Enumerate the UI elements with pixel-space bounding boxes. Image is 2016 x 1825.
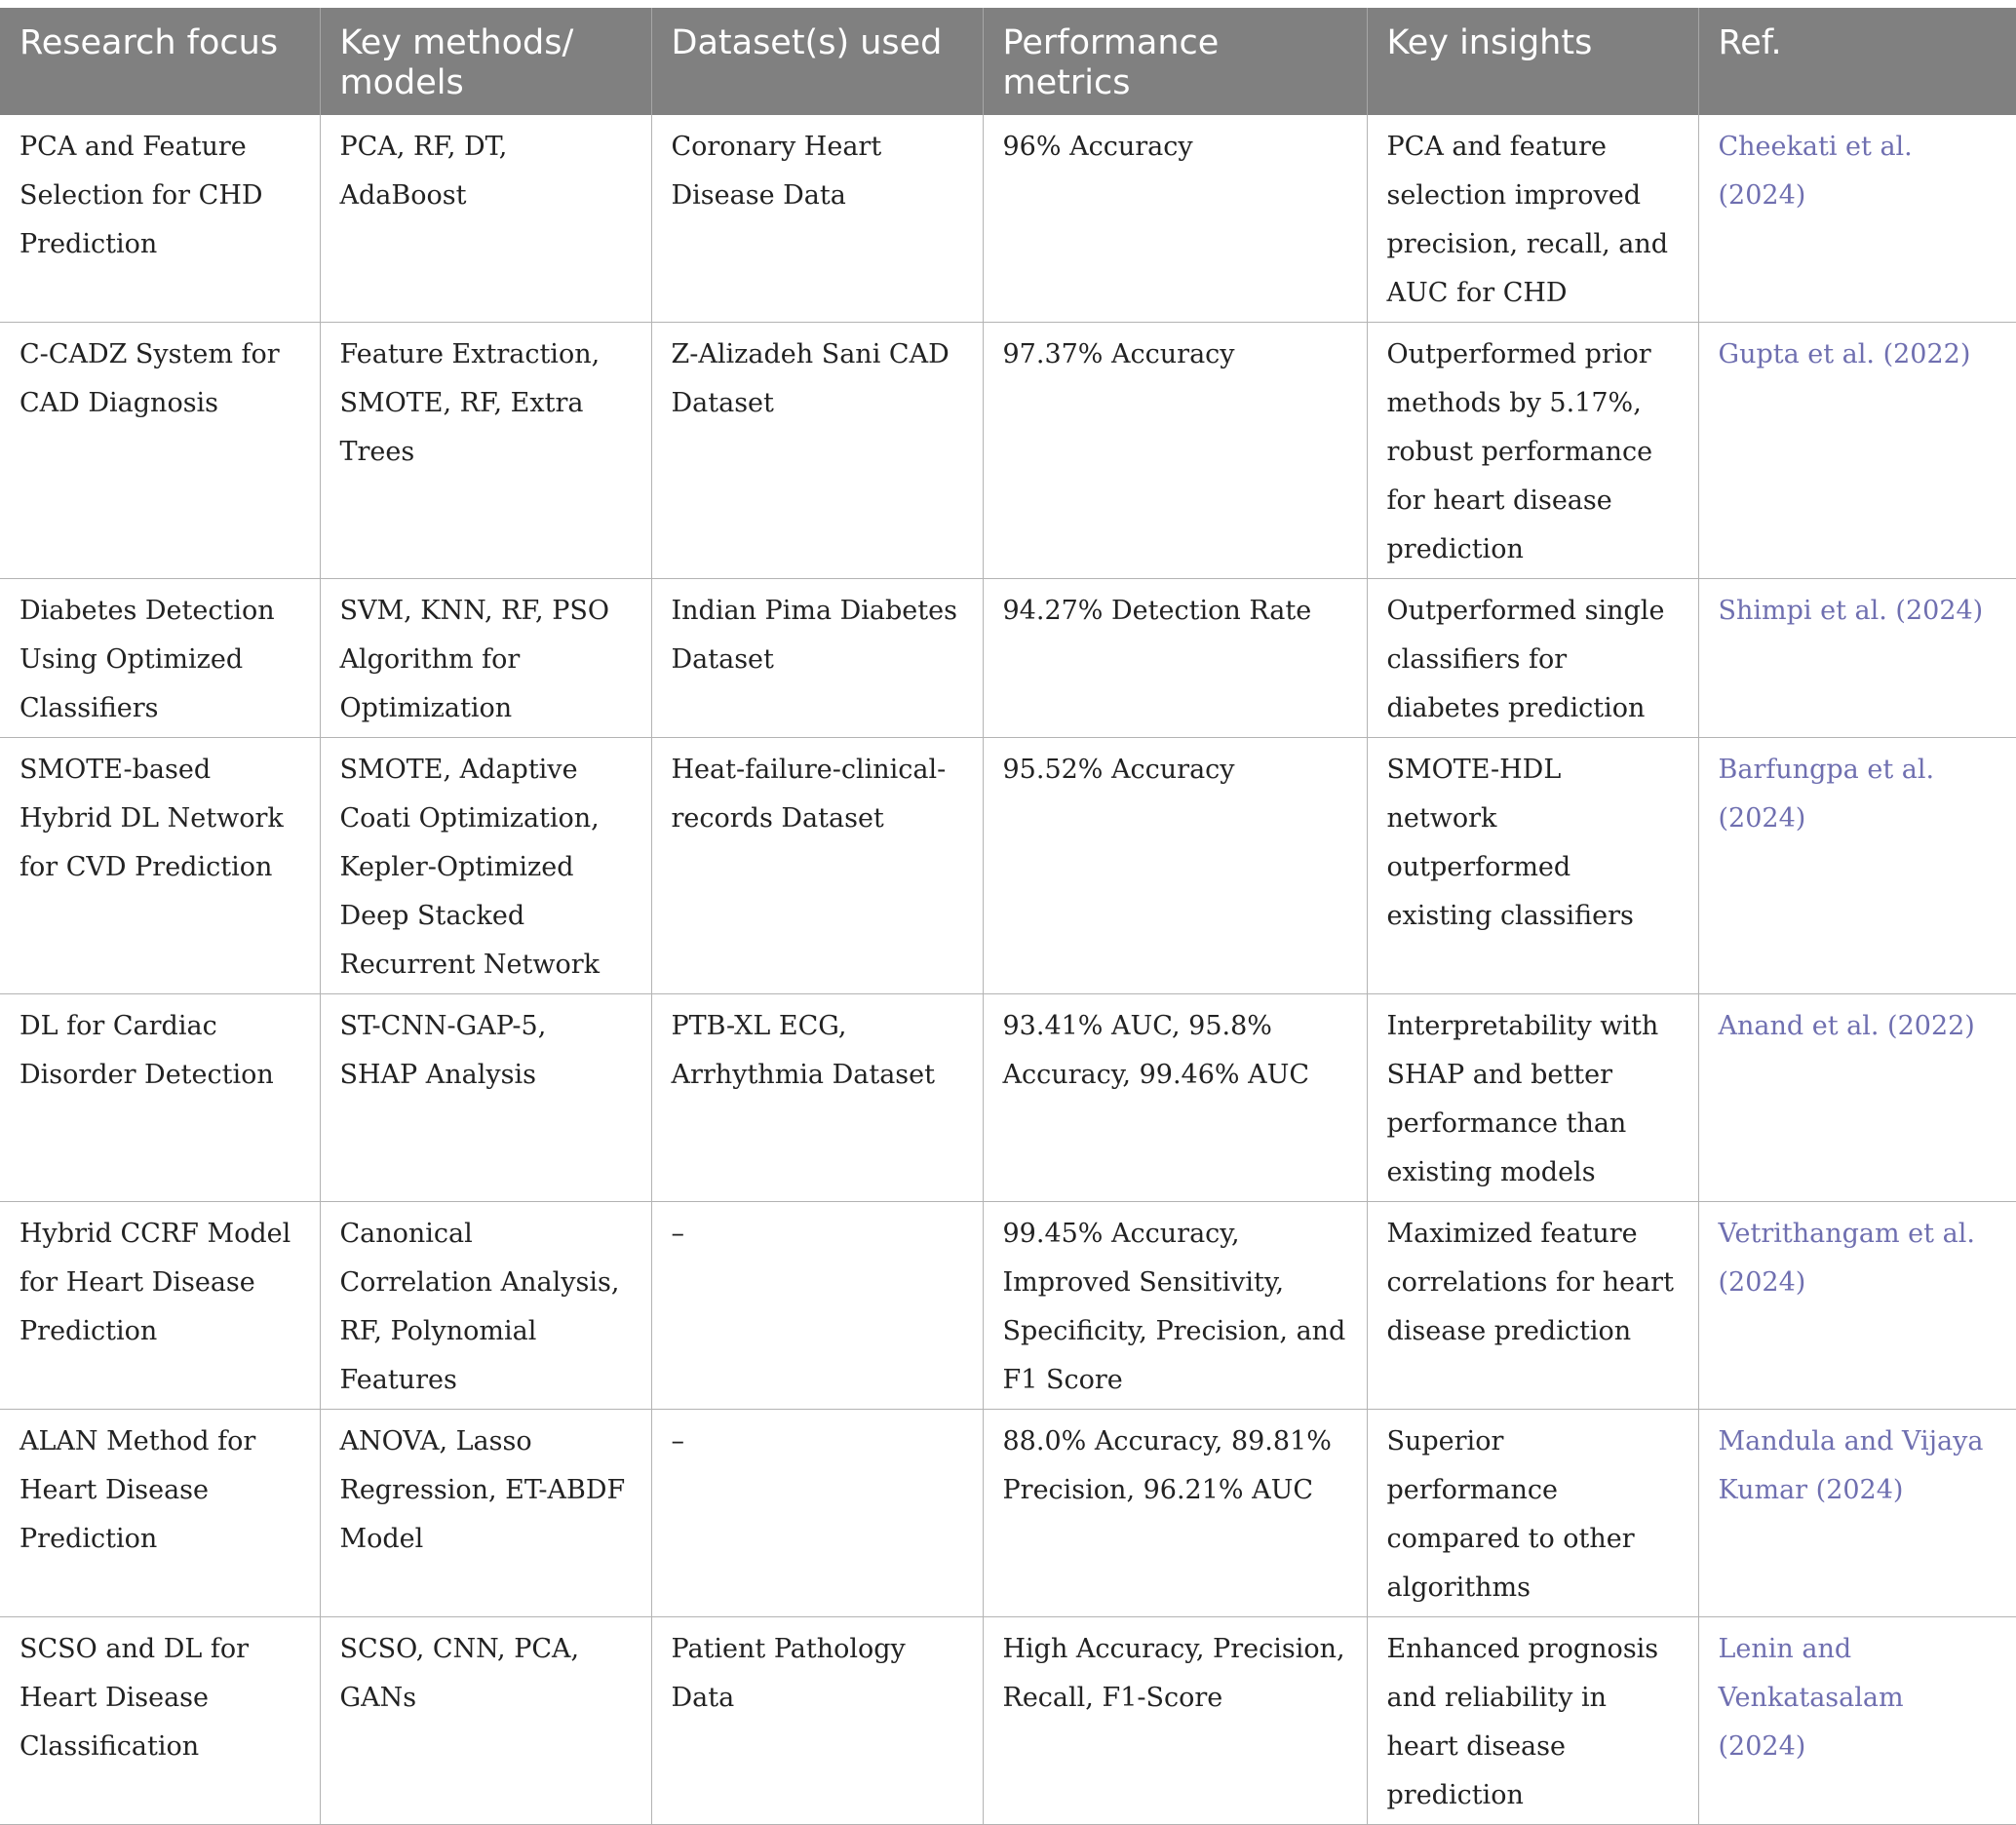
header-performance-metrics: Performance metrics [983, 8, 1367, 115]
table-row [0, 1617, 2016, 1825]
table-row [0, 323, 2016, 579]
cell-key-insights: Outperformed prior methods by 5.17%, robust performance for heart disease prediction [1367, 323, 1698, 579]
table-row [0, 579, 2016, 738]
cell-reference-link[interactable]: Shimpi et al. (2024) [1698, 579, 2016, 738]
cell-datasets-used: – [651, 1202, 983, 1410]
cell-performance-metrics: 99.45% Accuracy, Improved Sensitivity, Specificity, Precision, and F1 Score [983, 1202, 1367, 1410]
table-row [0, 1202, 2016, 1410]
cell-key-methods: ANOVA, Lasso Regression, ET-ABDF Model [320, 1410, 651, 1617]
cell-reference-link[interactable]: Vetrithangam et al. (2024) [1698, 1202, 2016, 1410]
header-row [0, 8, 2016, 115]
cell-key-methods: ST-CNN-GAP-5, SHAP Analysis [320, 994, 651, 1202]
cell-performance-metrics: 95.52% Accuracy [983, 738, 1367, 994]
cell-datasets-used: – [651, 1410, 983, 1617]
table-body [0, 115, 2016, 1825]
cell-key-methods: SCSO, CNN, PCA, GANs [320, 1617, 651, 1825]
cell-key-insights: PCA and feature selection improved precision, recall, and AUC for CHD [1367, 115, 1698, 323]
cell-research-focus: PCA and Feature Selection for CHD Prediction [0, 115, 320, 323]
cell-reference-link[interactable]: Lenin and Venkatasalam (2024) [1698, 1617, 2016, 1825]
cell-key-insights: Outperformed single classifiers for diabetes prediction [1367, 579, 1698, 738]
table-row [0, 994, 2016, 1202]
cell-research-focus: DL for Cardiac Disorder Detection [0, 994, 320, 1202]
cell-datasets-used: Indian Pima Diabetes Dataset [651, 579, 983, 738]
table-row [0, 738, 2016, 994]
cell-datasets-used: Heat-failure-clinical-records Dataset [651, 738, 983, 994]
cell-performance-metrics: High Accuracy, Precision, Recall, F1-Score [983, 1617, 1367, 1825]
cell-datasets-used: Patient Pathology Data [651, 1617, 983, 1825]
header-datasets-used: Dataset(s) used [651, 8, 983, 115]
header-key-insights: Key insights [1367, 8, 1698, 115]
cell-performance-metrics: 93.41% AUC, 95.8% Accuracy, 99.46% AUC [983, 994, 1367, 1202]
header-ref: Ref. [1698, 8, 2016, 115]
cell-key-insights: SMOTE-HDL network outperformed existing classifiers [1367, 738, 1698, 994]
cell-performance-metrics: 96% Accuracy [983, 115, 1367, 323]
cell-key-methods: Feature Extraction, SMOTE, RF, Extra Trees [320, 323, 651, 579]
cell-key-methods: Canonical Correlation Analysis, RF, Polynomial Features [320, 1202, 651, 1410]
table-row [0, 115, 2016, 323]
cell-key-methods: SVM, KNN, RF, PSO Algorithm for Optimization [320, 579, 651, 738]
cell-datasets-used: Coronary Heart Disease Data [651, 115, 983, 323]
cell-key-methods: PCA, RF, DT, AdaBoost [320, 115, 651, 323]
cell-reference-link[interactable]: Cheekati et al. (2024) [1698, 115, 2016, 323]
cell-reference-link[interactable]: Anand et al. (2022) [1698, 994, 2016, 1202]
cell-research-focus: Diabetes Detection Using Optimized Classifiers [0, 579, 320, 738]
cell-reference-link[interactable]: Barfungpa et al. (2024) [1698, 738, 2016, 994]
cell-datasets-used: Z-Alizadeh Sani CAD Dataset [651, 323, 983, 579]
cell-key-insights: Superior performance compared to other algorithms [1367, 1410, 1698, 1617]
table-header [0, 8, 2016, 115]
cell-research-focus: C-CADZ System for CAD Diagnosis [0, 323, 320, 579]
cell-research-focus: SMOTE-based Hybrid DL Network for CVD Prediction [0, 738, 320, 994]
cell-performance-metrics: 94.27% Detection Rate [983, 579, 1367, 738]
cell-datasets-used: PTB-XL ECG, Arrhythmia Dataset [651, 994, 983, 1202]
header-key-methods: Key methods/ models [320, 8, 651, 115]
table-row [0, 1410, 2016, 1617]
cell-performance-metrics: 88.0% Accuracy, 89.81% Precision, 96.21% AUC [983, 1410, 1367, 1617]
cell-reference-link[interactable]: Gupta et al. (2022) [1698, 323, 2016, 579]
cell-reference-link[interactable]: Mandula and Vijaya Kumar (2024) [1698, 1410, 2016, 1617]
cell-research-focus: SCSO and DL for Heart Disease Classification [0, 1617, 320, 1825]
header-research-focus: Research focus [19, 23, 279, 62]
cell-key-insights: Enhanced prognosis and reliability in heart disease prediction [1367, 1617, 1698, 1825]
cell-research-focus: Hybrid CCRF Model for Heart Disease Prediction [0, 1202, 320, 1410]
cell-key-insights: Maximized feature correlations for heart disease prediction [1367, 1202, 1698, 1410]
cell-research-focus: ALAN Method for Heart Disease Prediction [0, 1410, 320, 1617]
cell-key-insights: Interpretability with SHAP and better performance than existing models [1367, 994, 1698, 1202]
cell-key-methods: SMOTE, Adaptive Coati Optimization, Kepler-Optimized Deep Stacked Recurrent Network [320, 738, 651, 994]
research-summary-table [0, 8, 2016, 1825]
cell-performance-metrics: 97.37% Accuracy [983, 323, 1367, 579]
